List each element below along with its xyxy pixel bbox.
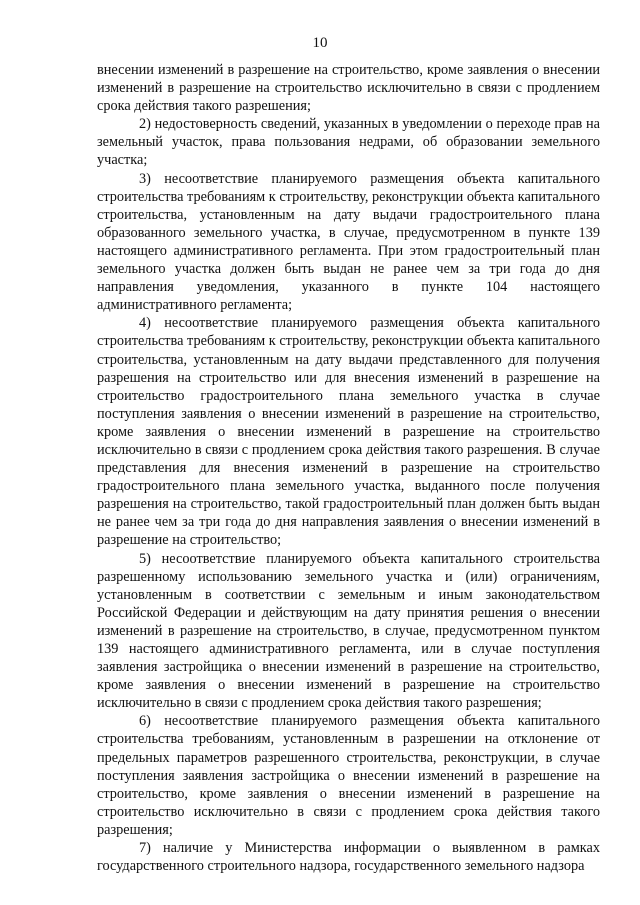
paragraph-item-6: 6) несоответствие планируемого размещения объекта капитального строительства требованиям, установленным в разрешении на отклонение от предельных параметров разрешенного строительства, реконструкции, в случае поступления заявления застройщика о внесении изменений в разрешение на строительство, кроме заявления о внесении изменений в разрешение на строительство исключительно в связи с продлением срока действия такого разрешения; [97,713,600,838]
paragraph-item-4: 4) несоответствие планируемого размещения объекта капитального строительства требованиям к строительству, реконструкции объекта капитального строительства, установленным на дату выдачи представленного для получения разрешения на строительство или для внесения изменений в разрешение на строительство градостроительного плана земельного участка в случае поступления заявления о внесении изменений в разрешение на строительство, кроме заявления о внесении изменений в разрешение на строительство исключительно в связи с продлением срока действия такого разрешения. В случае представления для внесения изменений в разрешение на строительство градостроительного плана земельного участка, выданного после получения разрешения на строительство, такой градостроительный план должен быть выдан не ранее чем за три года до дня направления заявления о внесении изменений в разрешение на строительство; [97,315,600,549]
paragraph-continuation: внесении изменений в разрешение на строительство, кроме заявления о внесении изменений в разрешение на строительство исключительно в связи с продлением срока действия такого разрешения; [97,62,600,115]
paragraph-item-2: 2) недостоверность сведений, указанных в уведомлении о переходе прав на земельный участок, права пользования недрами, об образовании земельного участка; [97,116,600,169]
paragraph-item-7: 7) наличие у Министерства информации о выявленном в рамках государственного строительного надзора, государственного земельного надзора [97,840,600,875]
page-number: 10 [312,35,328,51]
paragraph-item-5: 5) несоответствие планируемого объекта капитального строительства разрешенному использованию земельного участка и (или) ограничениям, установленным в соответствии с земельным и иным законодательством Российской Федерации и действующим на дату принятия решения о внесении изменений в разрешение на строительство, в случае, предусмотренном пунктом 139 настоящего административного регламента, или в случае поступления заявления застройщика о внесении изменений в разрешение на строительство, кроме заявления о внесении изменений в разрешение на строительство исключительно в связи с продлением срока действия такого разрешения; [97,550,600,712]
paragraph-item-3: 3) несоответствие планируемого размещения объекта капитального строительства требованиям к строительству, реконструкции объекта капитального строительства, установленным на дату выдачи градостроительного плана образованного земельного участка, в случае, предусмотренном в пункте 139 настоящего административного регламента. При этом градостроительный план земельного участка должен быть выдан не ранее чем за три года до дня направления уведомления, указанного в пункте 104 настоящего административного регламента; [97,170,600,314]
document-body [97,61,600,875]
